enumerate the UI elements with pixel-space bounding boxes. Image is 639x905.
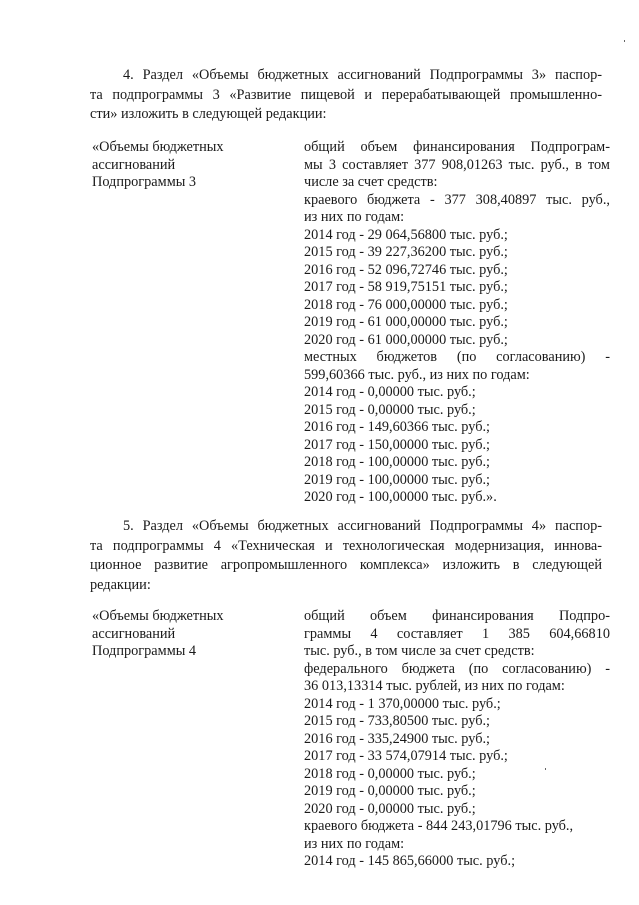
section-4-value-line: местных бюджетов (по согласованию) - — [304, 349, 610, 365]
section-4-value-line: 2020 год - 100,00000 тыс. руб.». — [304, 489, 497, 505]
section-5-value-line: 2019 год - 0,00000 тыс. руб.; — [304, 783, 476, 799]
section-4-intro-line: сти» изложить в следующей редакции: — [90, 106, 327, 122]
section-5-value-line: федерального бюджета (по согласованию) - — [304, 660, 610, 677]
scan-speck — [624, 40, 625, 42]
section-4-value-line: 2014 год - 29 064,56800 тыс. руб.; — [304, 226, 508, 243]
section-5-values — [304, 608, 610, 871]
section-4-value-line: из них по годам: — [304, 209, 405, 225]
section-4-intro-line: 4. Раздел «Объемы бюджетных ассигнований Подпрограммы 3» паспор- — [123, 67, 602, 83]
section-5-value-line: общий объем финансирования Подпро- — [304, 608, 610, 624]
section-5-value-line: 2014 год - 1 370,00000 тыс. руб.; — [304, 695, 501, 712]
section-4-value-line: 2016 год - 149,60366 тыс. руб.; — [304, 419, 491, 435]
section-5-intro-line: та подпрограммы 4 «Техническая и технологическая модернизация, иннова- — [90, 537, 602, 554]
section-4-value-line: общий объем финансирования Подпрограм- — [304, 139, 610, 155]
section-5-intro-line: 5. Раздел «Объемы бюджетных ассигнований Подпрограммы 4» паспор- — [123, 518, 602, 534]
section-5-value-line: 2016 год - 335,24900 тыс. руб.; — [304, 730, 491, 747]
section-4-value-line: 2019 год - 100,00000 тыс. руб.; — [304, 471, 491, 488]
section-5-value-line: 2018 год - 0,00000 тыс. руб.; — [304, 765, 476, 782]
section-5-value-line: 2017 год - 33 574,07914 тыс. руб.; — [304, 748, 508, 764]
section-4-value-line: 2017 год - 150,00000 тыс. руб.; — [304, 436, 491, 453]
section-4-value-line: 2017 год - 58 919,75151 тыс. руб.; — [304, 279, 508, 295]
section-5-value-line: тыс. руб., в том числе за счет средств: — [304, 643, 535, 659]
section-4-value-line: 2018 год - 100,00000 тыс. руб.; — [304, 454, 491, 470]
section-5-intro — [90, 517, 602, 595]
section-5-value-line: 2015 год - 733,80500 тыс. руб.; — [304, 713, 491, 729]
section-5-label-line: «Объемы бюджетных — [92, 608, 224, 624]
section-4-intro-line: та подпрограммы 3 «Развитие пищевой и перерабатывающей промышленно- — [90, 86, 602, 103]
section-4-value-line: числе за счет средств: — [304, 174, 438, 190]
section-4-value-line: 2018 год - 76 000,00000 тыс. руб.; — [304, 296, 508, 313]
section-4-value-line: 2015 год - 39 227,36200 тыс. руб.; — [304, 244, 508, 260]
section-4-label-line: ассигнований — [92, 156, 176, 173]
section-4-value-line: 2019 год - 61 000,00000 тыс. руб.; — [304, 314, 508, 330]
section-4-value-line: мы 3 составляет 377 908,01263 тыс. руб., в том — [304, 156, 610, 173]
section-4-value-line: 2016 год - 52 096,72746 тыс. руб.; — [304, 261, 508, 278]
section-4-value-line: краевого бюджета - 377 308,40897 тыс. руб., — [304, 191, 610, 208]
section-5-intro-line: редакции: — [90, 576, 151, 593]
section-5-value-line: 2014 год - 145 865,66000 тыс. руб.; — [304, 853, 516, 869]
section-5-intro-line: ционное развитие агропромышленного комплекса» изложить в следующей — [90, 557, 602, 573]
section-4-values — [304, 139, 610, 507]
scan-speck — [545, 768, 546, 770]
section-4-value-line: 2015 год - 0,00000 тыс. руб.; — [304, 401, 476, 418]
section-4-value-line: 599,60366 тыс. руб., из них по годам: — [304, 366, 530, 383]
section-4-value-line: 2014 год - 0,00000 тыс. руб.; — [304, 384, 476, 400]
section-4-intro — [90, 66, 602, 125]
section-4-value-line: 2020 год - 61 000,00000 тыс. руб.; — [304, 331, 508, 348]
section-5-value-line: 2020 год - 0,00000 тыс. руб.; — [304, 800, 476, 817]
section-4-label — [92, 139, 282, 192]
section-5-value-line: граммы 4 составляет 1 385 604,66810 — [304, 625, 610, 642]
section-5-label-line: ассигнований — [92, 625, 176, 642]
section-5-value-line: 36 013,13314 тыс. рублей, из них по годам: — [304, 678, 565, 694]
section-5-value-line: краевого бюджета - 844 243,01796 тыс. руб., — [304, 818, 574, 834]
section-4-label-line: «Объемы бюджетных — [92, 139, 224, 155]
section-5-label-line: Подпрограммы 4 — [92, 643, 197, 659]
section-4-label-line: Подпрограммы 3 — [92, 174, 197, 190]
section-5-value-line: из них по годам: — [304, 835, 405, 852]
section-5-label — [92, 608, 282, 661]
